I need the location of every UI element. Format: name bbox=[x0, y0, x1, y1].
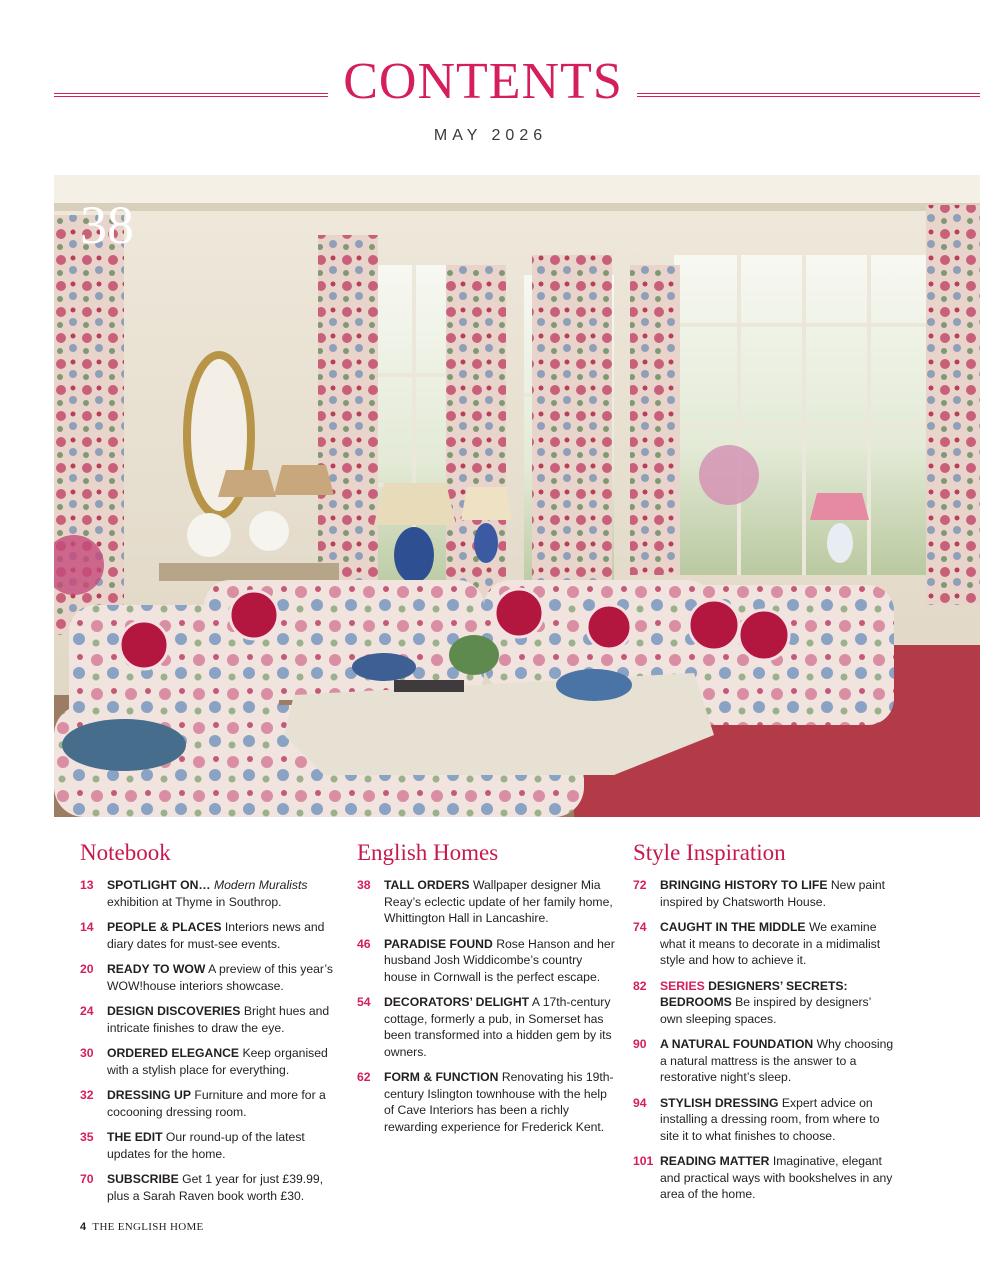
contents-entry[interactable] bbox=[633, 1095, 895, 1145]
entry-title: DESIGNERS’ SECRETS: BEDROOMS bbox=[660, 978, 848, 1009]
entry-title: STYLISH DRESSING bbox=[660, 1095, 779, 1110]
entry-title: SPOTLIGHT ON… bbox=[107, 878, 211, 892]
entry-title: PARADISE FOUND bbox=[384, 936, 493, 951]
page-number: 82 bbox=[633, 978, 647, 993]
entry-title: SUBSCRIBE bbox=[107, 1172, 179, 1186]
entry-title: THE EDIT bbox=[107, 1130, 163, 1144]
contents-entry[interactable] bbox=[633, 877, 895, 910]
contents-entry[interactable] bbox=[357, 994, 615, 1060]
contents-entry[interactable] bbox=[80, 961, 342, 994]
entry-description: Our round-up of the latest updates for the home. bbox=[107, 1130, 305, 1161]
page-number: 32 bbox=[80, 1088, 94, 1102]
contents-entry[interactable] bbox=[357, 1069, 615, 1135]
entry-title: DRESSING UP bbox=[107, 1088, 191, 1102]
entry-description: We examine what it means to decorate in a midimalist style and how to achieve it. bbox=[660, 920, 881, 967]
page-number: 101 bbox=[633, 1154, 654, 1168]
column-style-inspiration bbox=[633, 838, 895, 1212]
entry-title: DESIGN DISCOVERIES bbox=[107, 1004, 241, 1018]
entry-title: READING MATTER bbox=[660, 1154, 770, 1168]
entry-description: Interiors news and diary dates for must-see events. bbox=[107, 920, 325, 951]
issue-date: MAY 2026 bbox=[433, 127, 548, 144]
contents-entry[interactable] bbox=[357, 936, 615, 986]
entry-description: exhibition at Thyme in Southrop. bbox=[107, 894, 282, 909]
contents-entry[interactable] bbox=[80, 1171, 342, 1204]
series-tag: SERIES bbox=[660, 978, 705, 993]
contents-entry[interactable] bbox=[633, 919, 895, 969]
magazine-name: THE ENGLISH HOME bbox=[92, 1221, 204, 1233]
page-number: 90 bbox=[633, 1037, 647, 1051]
entry-title: ORDERED ELEGANCE bbox=[107, 1046, 240, 1060]
contents-entry[interactable] bbox=[633, 1153, 895, 1203]
section-heading: Style Inspiration bbox=[633, 840, 786, 865]
page-number: 70 bbox=[80, 1172, 94, 1186]
entry-title: FORM & FUNCTION bbox=[384, 1070, 499, 1084]
entry-title: A NATURAL FOUNDATION bbox=[660, 1037, 814, 1051]
entry-description: Bright hues and intricate finishes to draw the eye. bbox=[107, 1004, 330, 1035]
entry-title: CAUGHT IN THE MIDDLE bbox=[660, 920, 806, 934]
contents-entry[interactable] bbox=[80, 1129, 342, 1162]
column-english-homes bbox=[357, 838, 615, 1144]
page-number: 14 bbox=[80, 920, 94, 934]
folio-number: 4 bbox=[80, 1221, 87, 1233]
entry-title: READY TO WOW bbox=[107, 962, 206, 976]
page-number: 46 bbox=[357, 936, 371, 951]
contents-entry[interactable] bbox=[80, 877, 342, 910]
entry-description: Expert advice on installing a dressing room, from where to site it to what finishes to choose. bbox=[660, 1095, 880, 1143]
entry-title: PEOPLE & PLACES bbox=[107, 920, 222, 934]
contents-entry[interactable] bbox=[80, 1087, 342, 1120]
entry-title: DECORATORS’ DELIGHT bbox=[384, 995, 530, 1009]
entry-italic: Modern Muralists bbox=[213, 878, 308, 892]
section-heading: English Homes bbox=[357, 840, 499, 865]
masthead bbox=[54, 52, 980, 112]
page-number: 30 bbox=[80, 1046, 94, 1060]
entry-description: Furniture and more for a cocooning dressing room. bbox=[107, 1088, 326, 1119]
column-notebook bbox=[80, 838, 342, 1213]
page-number: 74 bbox=[633, 920, 647, 934]
page-number: 24 bbox=[80, 1004, 94, 1018]
page-title: CONTENTS bbox=[343, 53, 623, 110]
contents-entry[interactable] bbox=[633, 978, 895, 1028]
page-number: 38 bbox=[357, 878, 371, 892]
entry-description: Renovating his 19th-century Islington townhouse with the help of Cave Interiors has been a richly rewarding experience for Frederick Kent. bbox=[384, 1070, 614, 1134]
feature-photo[interactable] bbox=[54, 175, 980, 817]
entry-title: TALL ORDERS bbox=[384, 878, 470, 892]
entry-description: A 17th-century cottage, formerly a pub, in Somerset has been transformed into a hidden gem by its owners. bbox=[384, 995, 612, 1059]
title-rule-left bbox=[54, 93, 328, 97]
entry-title: BRINGING HISTORY TO LIFE bbox=[660, 878, 828, 892]
entry-description: New paint inspired by Chatsworth House. bbox=[660, 878, 886, 909]
page-number: 13 bbox=[80, 878, 94, 892]
entry-description: Keep organised with a stylish place for everything. bbox=[107, 1046, 328, 1077]
title-rule-right bbox=[637, 93, 980, 97]
entry-description: Imaginative, elegant and practical ways with bookshelves in any area of the home. bbox=[660, 1154, 893, 1201]
entry-description: A preview of this year’s WOW!house interiors showcase. bbox=[107, 962, 333, 993]
entry-description: Why choosing a natural mattress is the answer to a restorative night’s sleep. bbox=[660, 1037, 894, 1084]
page-number: 20 bbox=[80, 962, 94, 976]
section-heading: Notebook bbox=[80, 840, 171, 865]
contents-entry[interactable] bbox=[80, 1003, 342, 1036]
contents-entry[interactable] bbox=[633, 1036, 895, 1086]
entry-description: Be inspired by designers’ own sleeping spaces. bbox=[660, 995, 871, 1026]
page-number: 72 bbox=[633, 878, 647, 892]
entry-description: Wallpaper designer Mia Reay’s eclectic update of her family home, Whittington Hall in Lancashire. bbox=[384, 878, 613, 925]
page-number: 94 bbox=[633, 1095, 647, 1110]
entry-description: Rose Hanson and her husband Josh Widdicombe’s country house in Cornwall is the perfect escape. bbox=[384, 936, 615, 984]
drawing-room-illustration bbox=[54, 175, 980, 817]
contents-entry[interactable] bbox=[357, 877, 615, 927]
page-number: 54 bbox=[357, 995, 371, 1009]
contents-entry[interactable] bbox=[80, 919, 342, 952]
page-number: 35 bbox=[80, 1130, 94, 1144]
page-number: 62 bbox=[357, 1070, 371, 1084]
page-footer bbox=[80, 1221, 204, 1233]
contents-entry[interactable] bbox=[80, 1045, 342, 1078]
photo-page-reference: 38 bbox=[80, 195, 134, 255]
entry-description: Get 1 year for just £39.99, plus a Sarah Raven book worth £30. bbox=[107, 1172, 324, 1203]
